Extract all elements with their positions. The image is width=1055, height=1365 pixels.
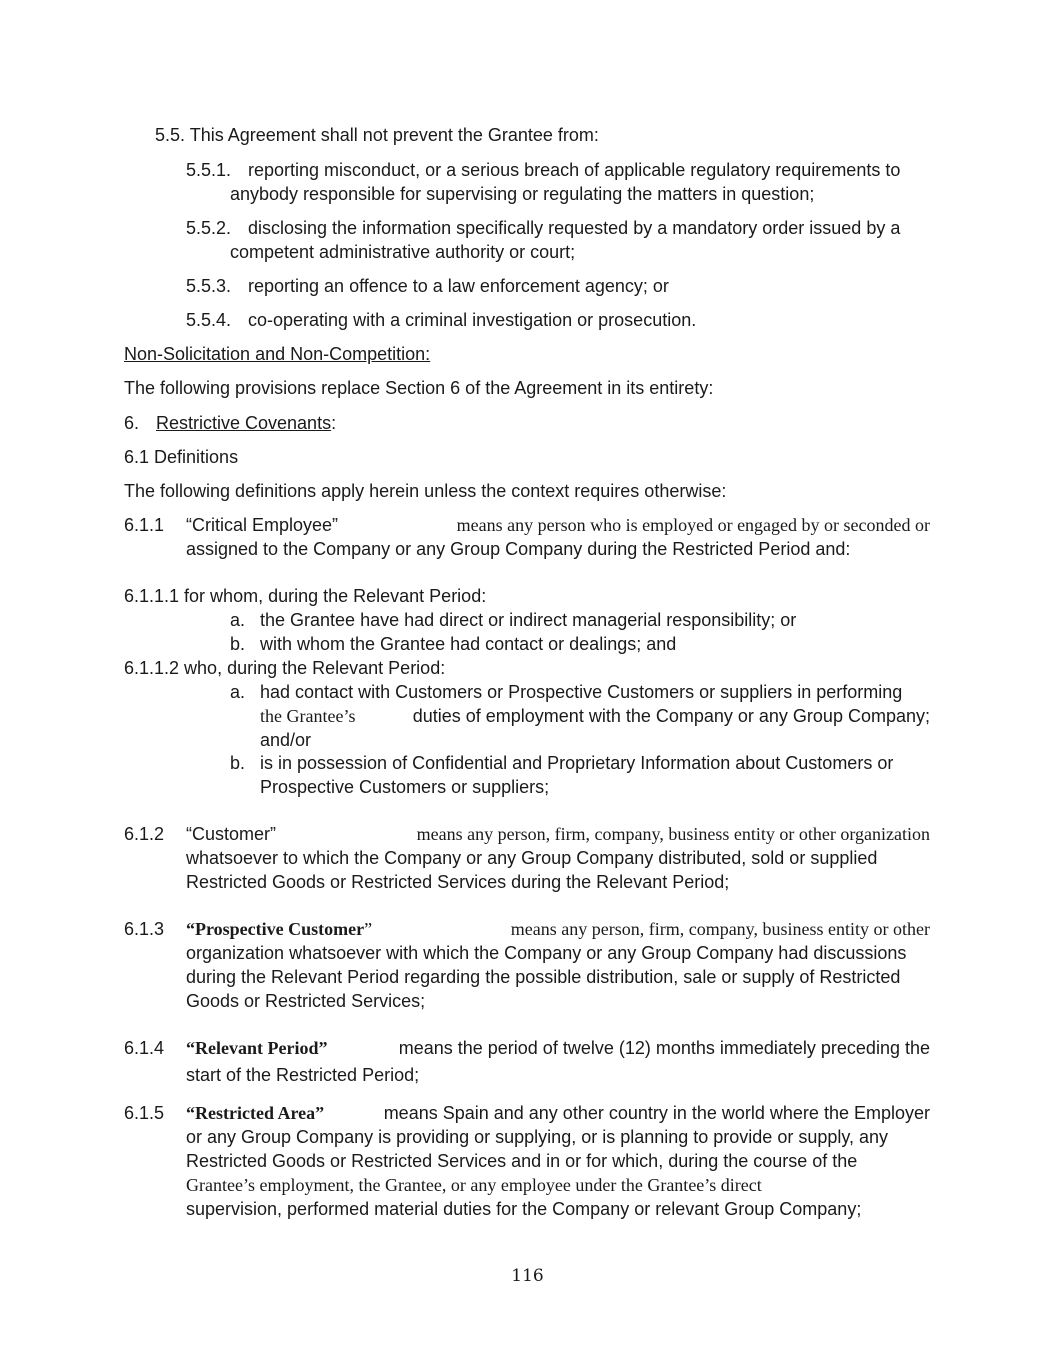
subclause-6-1-1-1-a-marker: a. [230,610,246,630]
clause-5-5-3-number: 5.5.3. [186,276,232,296]
clause-5-5-2-number: 5.5.2. [186,218,232,238]
subclause-6-1-1-2-a-line2-text: duties of employment with the Company or any Group Company; [412,706,930,726]
clause-text: This Agreement shall not prevent the Grantee from: [189,125,599,145]
definition-term-close-quote: ” [364,919,373,939]
subclause-6-1-1-2-a-marker: a. [230,682,246,702]
section-6-colon: : [331,413,337,433]
section-6-title-text: Restrictive Covenants [156,413,332,433]
definition-6-1-3-line3: during the Relevant Period regarding the possible distribution, sale or supply of Restricted [186,967,901,987]
subclause-6-1-1-2-b-line1: is in possession of Confidential and Proprietary Information about Customers or [260,753,894,773]
definition-6-1-5-line2: or any Group Company is providing or supplying, or is planning to provide or supply, any [186,1127,889,1147]
subclause-6-1-1-1-b-text: with whom the Grantee had contact or dealings; and [260,634,677,654]
clause-5-5-1-line2: anybody responsible for supervising or regulating the matters in question; [230,184,815,204]
definition-6-1-2-text: means any person, firm, company, business entity or other organization [416,824,930,844]
section-6-title [156,411,336,435]
definition-6-1-3-text: means any person, firm, company, business entity or other [510,919,930,939]
definition-6-1-5-line4: Grantee’s employment, the Grantee, or any employee under the Grantee’s direct [186,1175,762,1195]
definition-term-critical-employee: “Critical Employee” [186,515,339,535]
definitions-intro: The following definitions apply herein unless the context requires otherwise: [124,481,727,501]
definition-6-1-3-number: 6.1.3 [124,919,165,939]
definition-6-1-1-text: means any person who is employed or engaged by or seconded or [456,515,930,535]
clause-5-5-1-line1: reporting misconduct, or a serious breach of applicable regulatory requirements to [248,160,901,180]
subclause-6-1-1-2-head: 6.1.1.2 who, during the Relevant Period: [124,658,446,678]
subclause-6-1-1-1-a-text: the Grantee have had direct or indirect managerial responsibility; or [260,610,797,630]
clause-5-5 [155,123,599,147]
definition-6-1-4-line2: start of the Restricted Period; [186,1065,420,1085]
definition-6-1-1-number: 6.1.1 [124,515,165,535]
definition-6-1-4-number: 6.1.4 [124,1038,165,1058]
definition-6-1-1-line1 [186,513,930,537]
subclause-6-1-1-1-head: 6.1.1.1 for whom, during the Relevant Period: [124,586,487,606]
definitions-heading: 6.1 Definitions [124,447,239,467]
definition-6-1-1-line2: assigned to the Company or any Group Company during the Restricted Period and: [186,539,851,559]
definition-6-1-5-line1 [186,1101,930,1125]
definition-term-prospective-customer: “Prospective Customer [186,919,365,939]
subclause-6-1-1-2-b-line2: Prospective Customers or suppliers; [260,777,550,797]
definition-6-1-4-text: means the period of twelve (12) months immediately preceding the [398,1038,930,1058]
subclause-6-1-1-2-a-line2 [260,704,930,728]
clause-number: 5.5. [155,125,186,145]
clause-5-5-4-number: 5.5.4. [186,310,232,330]
definition-6-1-2-line1 [186,822,930,846]
definition-6-1-5-number: 6.1.5 [124,1103,165,1123]
section-6-number: 6. [124,413,140,433]
definition-6-1-5-line5: supervision, performed material duties for the Company or relevant Group Company; [186,1199,862,1219]
clause-5-5-4-line1: co-operating with a criminal investigation or prosecution. [248,310,697,330]
grantee-possessive: the Grantee’s [260,706,356,726]
definition-6-1-4-line1 [186,1036,930,1060]
definition-6-1-3-line1 [186,917,930,941]
definition-6-1-2-line3: Restricted Goods or Restricted Services during the Relevant Period; [186,872,730,892]
clause-5-5-1-number: 5.5.1. [186,160,232,180]
page-number: 116 [511,1266,544,1286]
subclause-6-1-1-1-b-marker: b. [230,634,246,654]
definition-term-customer: “Customer” [186,824,277,844]
section-heading-non-solicitation: Non-Solicitation and Non-Competition: [124,344,431,364]
definition-term-restricted-area: “Restricted Area” [186,1103,325,1123]
definition-6-1-5-text: means Spain and any other country in the world where the Employer [383,1103,930,1123]
clause-5-5-2-line2: competent administrative authority or court; [230,242,576,262]
subclause-6-1-1-2-b-marker: b. [230,753,246,773]
definition-6-1-3-line4: Goods or Restricted Services; [186,991,426,1011]
clause-5-5-3-line1: reporting an offence to a law enforcement agency; or [248,276,669,296]
definition-6-1-5-line3: Restricted Goods or Restricted Services and in or for which, during the course of the [186,1151,858,1171]
clause-5-5-2-line1: disclosing the information specifically requested by a mandatory order issued by a [248,218,901,238]
definition-term-relevant-period: “Relevant Period” [186,1038,328,1058]
definition-6-1-2-number: 6.1.2 [124,824,165,844]
subclause-6-1-1-2-a-line1: had contact with Customers or Prospective Customers or suppliers in performing [260,682,903,702]
subclause-6-1-1-2-a-line3: and/or [260,730,312,750]
definition-6-1-3-line2: organization whatsoever with which the Company or any Group Company had discussions [186,943,907,963]
replace-statement: The following provisions replace Section 6 of the Agreement in its entirety: [124,378,714,398]
definition-6-1-2-line2: whatsoever to which the Company or any Group Company distributed, sold or supplied [186,848,878,868]
